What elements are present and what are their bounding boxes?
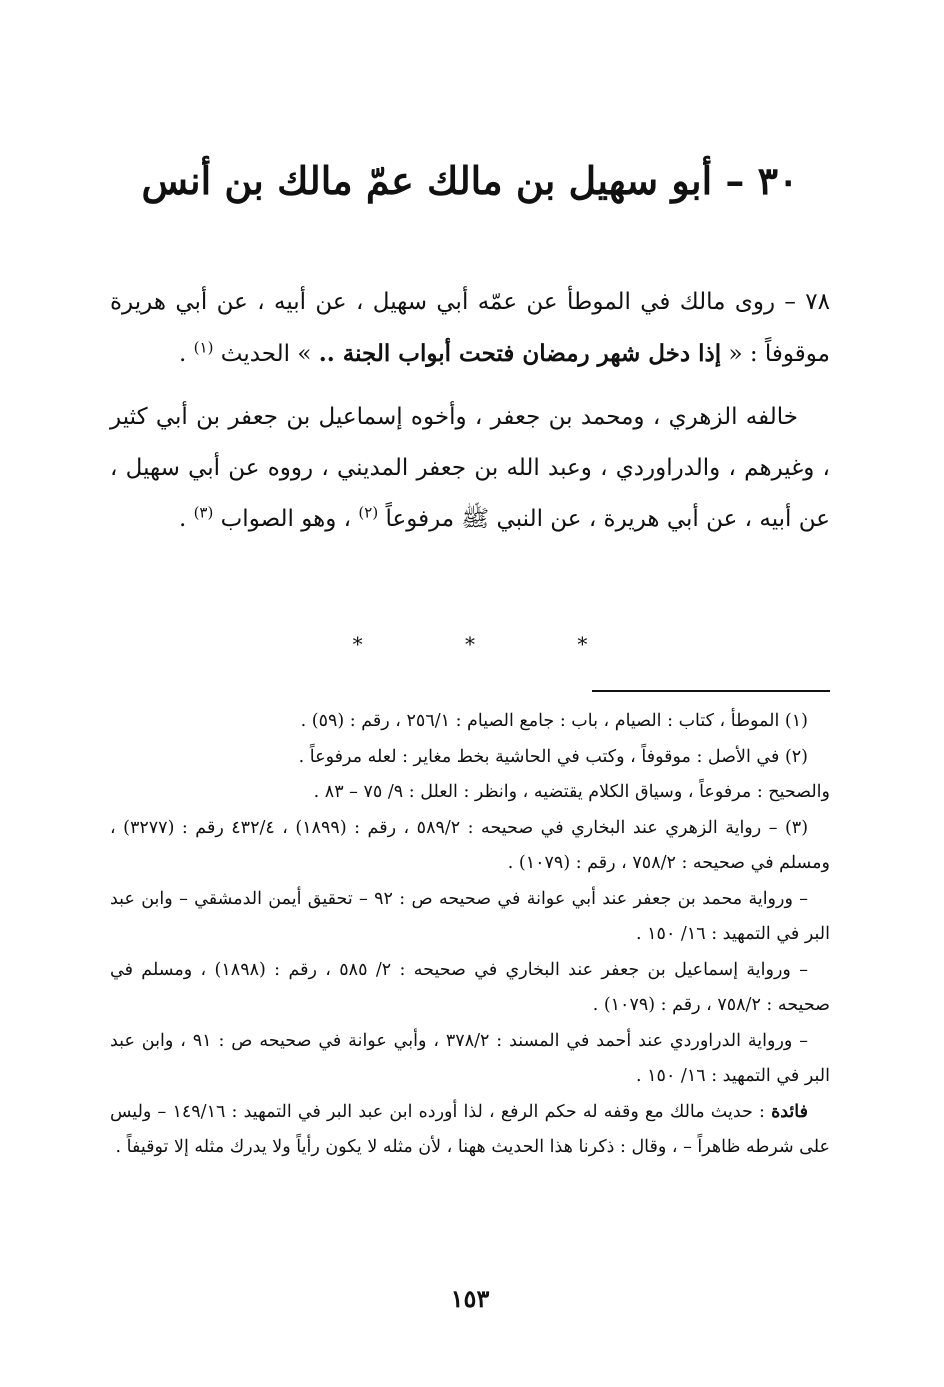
footnote-ref-1[interactable]: (١) (193, 338, 214, 357)
commentary-text: خالفه الزهري ، ومحمد بن جعفر ، وأخوه إسماعيل بن جعفر بن أبي كثير ، وغيرهم ، والدراوردي ، وعبد الله بن جعفر المديني ، رووه عن أبي سهيل ، عن أبيه ، عن أبي هريرة ، عن النبي ﷺ مرفوعاً (110, 404, 830, 532)
page-number: ١٥٣ (450, 1284, 490, 1313)
footnote-3-item: – ورواية الدراوردي عند أحمد في المسند : ٣٧٨/٢ ، وأبي عوانة في صحيحه ص : ٩١ ، وابن عبد البر في التمهيد : ١٦/ ١٥٠ . (110, 1030, 830, 1086)
hadith-paragraph (110, 277, 830, 380)
footnote-2: (٢) في الأصل : موقوفاً ، وكتب في الحاشية بخط مغاير : لعله مرفوعاً . (298, 746, 808, 767)
hadith-quote: إذا دخل شهر رمضان فتحت أبواب الجنة .. (318, 340, 722, 367)
commentary-paragraph (110, 392, 830, 545)
hadith-intro: ٧٨ – روى مالك في الموطأ عن عمّه أبي سهيل ، عن أبيه ، عن أبي هريرة موقوفاً : « (110, 289, 830, 367)
footnote-3-item: – ورواية محمد بن جعفر عند أبي عوانة في صحيحه ص : ٩٢ – تحقيق أيمن الدمشقي – وابن عبد البر في التمهيد : ١٦/ ١٥٠ . (110, 888, 830, 944)
footnote-3: (٣) – رواية الزهري عند البخاري في صحيحه : ٥٨٩/٢ ، رقم : (١٨٩٩) ، ٤٣٢/٤ رقم : (٣٢٧٧) ، ومسلم في صحيحه : ٧٥٨/٢ ، رقم : (١٠٧٩) . (110, 817, 830, 873)
footnote-rule (592, 690, 830, 692)
commentary-mid: ، وهو الصواب (213, 506, 359, 532)
section-separator: * * * (352, 632, 636, 656)
benefit-note (110, 1095, 830, 1166)
hadith-after-quote: » الحديث (213, 341, 319, 367)
footnotes (110, 704, 830, 1166)
chapter-title: ٣٠ – أبو سهيل بن مالك عمّ مالك بن أنس (141, 158, 799, 203)
commentary-end: . (178, 506, 194, 532)
hadith-end: . (179, 341, 194, 367)
main-text (110, 277, 830, 545)
footnote-1: (١) الموطأ ، كتاب : الصيام ، باب : جامع الصيام : ٢٥٦/١ ، رقم : (٥٩) . (300, 711, 808, 731)
footnote-ref-3[interactable]: (٣) (193, 503, 214, 522)
footnote-ref-2[interactable]: (٢) (358, 503, 379, 522)
book-page (110, 0, 830, 1387)
footnote-2-continuation: والصحيح : مرفوعاً ، وسياق الكلام يقتضيه ، وانظر : العلل : ٩/ ٧٥ – ٨٣ . (313, 782, 830, 802)
benefit-text: : حديث مالك مع وقفه له حكم الرفع ، لذا أورده ابن عبد البر في التمهيد : ١٤٩/١٦ – وليس على شرطه ظاهراً – ، وقال : ذكرنا هذا الحديث ههنا ، لأن مثله لا يكون رأياً ولا يدرك مثله إلا توقيفاً . (110, 1101, 830, 1157)
benefit-label: فائدة (771, 1101, 808, 1122)
footnote-3-item: – ورواية إسماعيل بن جعفر عند البخاري في صحيحه : ٢/ ٥٨٥ ، رقم : (١٨٩٨) ، ومسلم في صحيحه : ٧٥٨/٢ ، رقم : (١٠٧٩) . (110, 959, 830, 1015)
